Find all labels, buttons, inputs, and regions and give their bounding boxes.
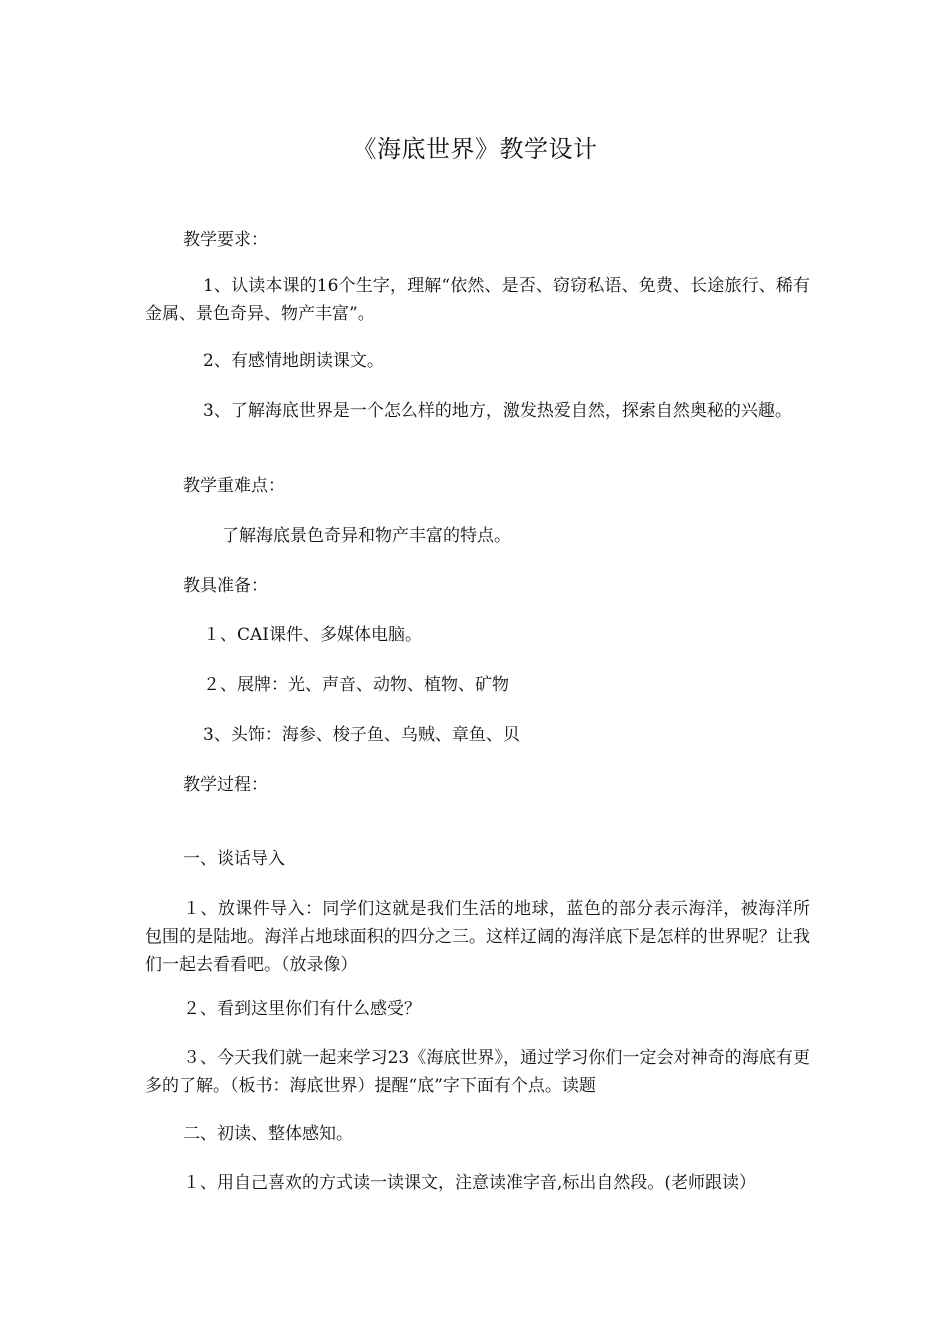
- material-item-1: １、CAI课件、多媒体电脑。: [203, 625, 422, 645]
- key-points-heading: 教学重难点：: [183, 476, 285, 496]
- requirement-item-2: 2、有感情地朗读课文。: [203, 351, 384, 371]
- process-heading: 教学过程：: [183, 775, 268, 795]
- key-points-text: 了解海底景色奇异和物产丰富的特点。: [222, 526, 511, 546]
- section-1-heading: 一、谈话导入: [183, 849, 285, 869]
- material-item-3: 3、头饰：海参、梭子鱼、乌贼、章鱼、贝: [203, 725, 520, 745]
- section-2-item-1: １、用自己喜欢的方式读一读课文，注意读准字音,标出自然段。(老师跟读）: [183, 1173, 757, 1193]
- section-1-item-1: １、放课件导入：同学们这就是我们生活的地球，蓝色的部分表示海洋，被海洋所包围的是陆地。海洋占地球面积的四分之三。这样辽阔的海洋底下是怎样的世界呢？让我们一起去看看吧。（放录像）: [145, 899, 810, 975]
- section-1-item-3: ３、今天我们就一起来学习23《海底世界》，通过学习你们一定会对神奇的海底有更多的了解。（板书：海底世界）提醒“底”字下面有个点。读题: [145, 1048, 810, 1096]
- section-1-item-2: ２、看到这里你们有什么感受？: [183, 999, 421, 1019]
- document-title: 《海底世界》教学设计: [352, 135, 598, 163]
- section-2-heading: 二、初读、整体感知。: [183, 1124, 353, 1144]
- requirements-heading: 教学要求：: [183, 230, 268, 250]
- materials-heading: 教具准备：: [183, 576, 268, 596]
- requirement-item-3: 3、了解海底世界是一个怎么样的地方，激发热爱自然，探索自然奥秘的兴趣。: [203, 401, 792, 421]
- requirement-item-1: 1、认读本课的16个生字，理解“依然、是否、窃窃私语、免费、长途旅行、稀有金属、景色奇异、物产丰富”。: [145, 276, 810, 324]
- material-item-2: ２、展牌：光、声音、动物、植物、矿物: [203, 675, 509, 695]
